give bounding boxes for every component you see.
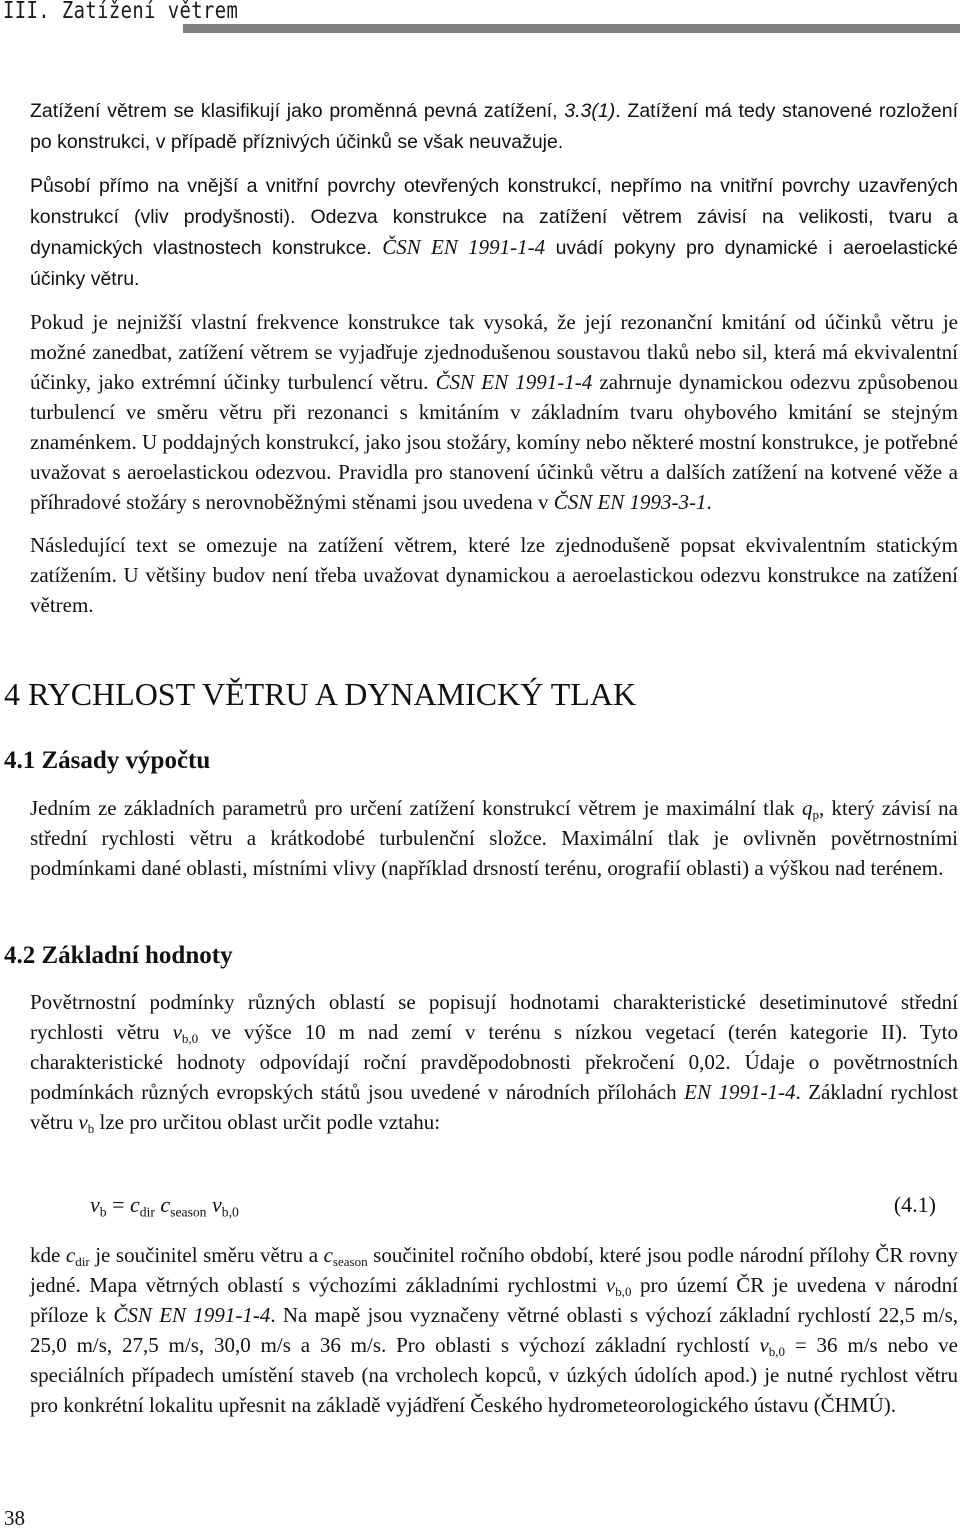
intro-text: [30, 95, 958, 633]
equation-body: $v_b = c_{dir}$ $c_{season}$ $v_{b,0}$: [90, 1192, 239, 1220]
section-heading-4: 4 RYCHLOST VĚTRU A DYNAMICKÝ TLAK: [4, 676, 637, 712]
equation-4-1: [90, 1190, 936, 1220]
paragraph-frequency: Pokud je nejnižší vlastní frekvence konstrukce tak vysoká, že její rezonanční kmitání od účinků větru je možné zanedbat, zatížení větrem se vyjadřuje zjednodušenou soustavou tlaků nebo sil, která má ekvivalentní účinky, jako extrémní účinky turbulencí větru. ČSN EN 1991-1-4 zahrnuje dynamickou odezvu způsobenou turbulencí ve směru větru při rezonanci s kmitáním v základním tvaru ohybového kmitání se stejným znaménkem. U poddajných konstrukcí, jako jsou stožáry, komíny nebo některé mostní konstrukce, je potřebné uvažovat s aeroelastickou odezvou. Pravidla pro stanovení účinků větru a dalších zatížení na kotvené věže a příhradové stožáry s nerovnoběžnými stěnami jsou uvedena v ČSN EN 1993-3-1.: [30, 310, 958, 514]
section-4-2-text-continued: [30, 1240, 958, 1420]
paragraph-principles: Jedním ze základních parametrů pro určení zatížení konstrukcí větrem je maximální tlak $q_p$, který závisí na střední rychlosti větru a krátkodobé turbulenční složce. Maximální tlak je ovlivněn povětrnostními podmínkami dané oblasti, místními vlivy (například drsností terénu, orografií oblasti) a výškou nad terénem.: [30, 796, 959, 880]
equation-number: (4.1): [893, 1192, 936, 1217]
section-4-2-text: [30, 987, 958, 1137]
paragraph-classification: Zatížení větrem se klasifikují jako proměnná pevná zatížení, 3.3(1). Zatížení má tedy stanovené rozložení po konstrukci, v případě příznivých účinků se však neuvažuje.: [30, 100, 958, 153]
page-number: 38: [4, 1506, 25, 1530]
section-heading-4-2: 4.2 Základní hodnoty: [4, 942, 233, 969]
paragraph-scope: Následující text se omezuje na zatížení větrem, které lze zjednodušeně popsat ekvivalentním statickým zatížením. U většiny budov není třeba uvažovat dynamickou a aeroelastickou odezvu konstrukce na zatížení větrem.: [30, 533, 958, 617]
paragraph-basic-values: Povětrnostní podmínky různých oblastí se popisují hodnotami charakteristické desetiminutové střední rychlosti větru $v_{b,0}$ ve výšce 10 m nad zemí v terénu s nízkou vegetací (terén kategorie II). Tyto charakteristické hodnoty odpovídají roční pravděpodobnosti překročení 0,02. Údaje o povětrnostních podmínkách různých evropských států jsou uvedené v národních přílohách EN 1991-1-4. Základní rychlost větru $v_b$ lze pro určitou oblast určit podle vztahu:: [30, 990, 959, 1137]
section-heading-4-1: 4.1 Zásady výpočtu: [4, 747, 211, 774]
paragraph-coefficients: kde $c_{dir}$ je součinitel směru větru a $c_{season}$ součinitel ročního období, které jsou podle národní přílohy ČR rovny jedné. Mapa větrných oblastí s výchozími základními rychlostmi $v_{b,0}$ pro území ČR je uvedena v národní příloze k ČSN EN 1991-1-4. Na mapě jsou vyznačeny větrné oblasti s výchozí základní rychlostí 22,5 m/s, 25,0 m/s, 27,5 m/s, 30,0 m/s a 36 m/s. Pro oblasti s výchozí základní rychlostí $v_{b,0} = 36$ m/s nebo ve speciálních případech umístění staveb (na vrcholech kopců, v úzkých údolích apod.) je nutné rychlost větru pro konkrétní lokalitu upřesnit na základě vyjádření Českého hydrometeorologického ústavu (ČHMÚ).: [30, 1243, 958, 1417]
section-4-1-text: [30, 793, 958, 883]
paragraph-surfaces: Působí přímo na vnější a vnitřní povrchy otevřených konstrukcí, nepřímo na vnitřní povrchy uzavřených konstrukcí (vliv prodyšnosti). Odezva konstrukce na zatížení větrem závisí na velikosti, tvaru a dynamických vlastnostech konstrukce. ČSN EN 1991-1-4 uvádí pokyny pro dynamické i aeroelastické účinky větru.: [30, 175, 958, 290]
running-head: III. Zatížení větrem: [3, 0, 239, 24]
header-rule: [183, 24, 960, 33]
